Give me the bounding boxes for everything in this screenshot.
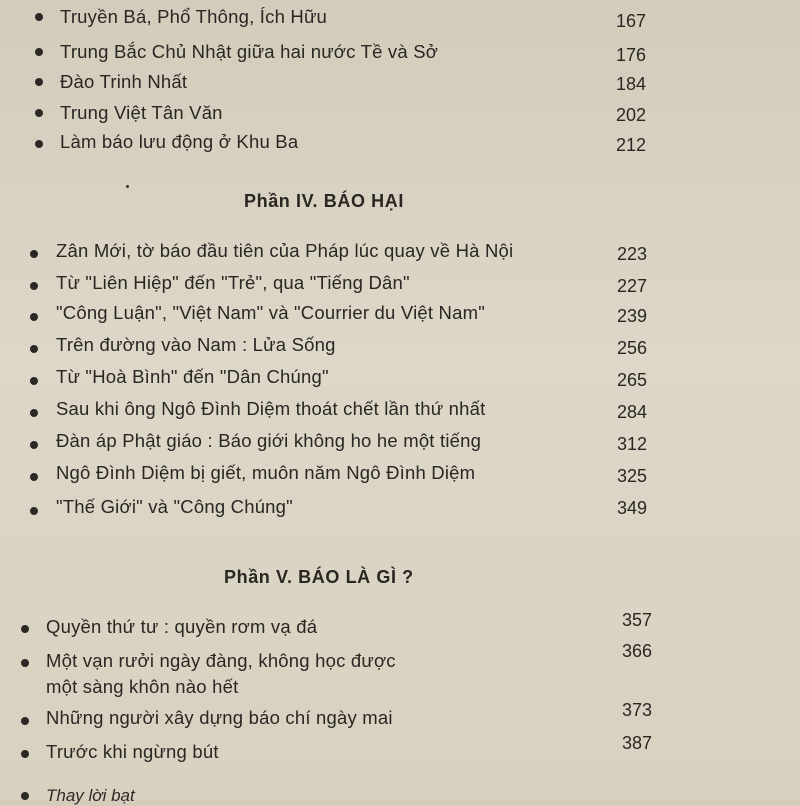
toc-entry <box>0 430 800 460</box>
toc-entry <box>0 240 800 270</box>
toc-entry <box>0 68 800 98</box>
bullet-icon <box>21 792 29 800</box>
toc-entry <box>0 610 800 644</box>
toc-entry <box>0 4 800 34</box>
entry-page: 184 <box>616 74 647 94</box>
entry-page: 373 <box>622 700 653 720</box>
entry-page: 212 <box>616 135 647 155</box>
entry-page: 366 <box>622 641 653 661</box>
toc-entry <box>0 38 800 68</box>
bullet-icon <box>30 250 38 258</box>
bullet-icon <box>21 750 29 758</box>
entry-title: Zân Mới, tờ báo đầu tiên của Pháp lúc quay về Hà Nội <box>56 240 514 261</box>
toc-entry <box>0 366 800 396</box>
entry-title: Trên đường vào Nam : Lửa Sống <box>56 334 336 355</box>
entry-title: Trung Việt Tân Văn <box>60 102 223 123</box>
entry-title: Quyền thứ tư : quyền rơm vạ đá <box>46 616 318 637</box>
bullet-icon <box>30 282 38 290</box>
bullet-icon <box>30 377 38 385</box>
bullet-icon <box>21 659 29 667</box>
entry-page: 265 <box>617 370 648 390</box>
toc-entry <box>0 733 800 771</box>
bullet-icon <box>30 441 38 449</box>
section-heading-part-5: Phần V. BÁO LÀ GÌ ? <box>224 567 414 587</box>
entry-page: 325 <box>617 466 648 486</box>
toc-entry <box>0 496 800 526</box>
entry-title: Một vạn rưởi ngày đàng, không học được <box>46 650 396 671</box>
toc-entry <box>0 462 800 492</box>
entry-page: 223 <box>617 244 648 264</box>
entry-page: 256 <box>617 338 648 358</box>
entry-page: 284 <box>617 402 648 422</box>
bullet-icon <box>30 345 38 353</box>
entry-title: Sau khi ông Ngô Đình Diệm thoát chết lần thứ nhất <box>56 398 486 419</box>
entry-page: 349 <box>617 498 648 518</box>
entry-page: 167 <box>616 11 647 31</box>
entry-title: "Thế Giới" và "Công Chúng" <box>56 496 293 517</box>
bullet-icon <box>35 48 43 56</box>
entry-title: Những người xây dựng báo chí ngày mai <box>46 707 393 728</box>
toc-entry <box>0 302 800 332</box>
bullet-icon <box>30 507 38 515</box>
bullet-icon <box>35 109 43 117</box>
entry-page: 312 <box>617 434 648 454</box>
section-heading-part-4: Phần IV. BÁO HẠI <box>244 191 404 211</box>
entry-title: Từ "Hoà Bình" đến "Dân Chúng" <box>56 366 329 387</box>
bullet-icon <box>21 625 29 633</box>
entry-title: Từ "Liên Hiệp" đến "Trẻ", qua "Tiếng Dân" <box>56 272 410 293</box>
entry-title: Trước khi ngừng bút <box>46 741 219 762</box>
toc-entry <box>0 700 800 737</box>
toc-entry <box>0 272 800 302</box>
bullet-icon <box>30 313 38 321</box>
entry-title: Thay lời bạt <box>46 786 135 805</box>
entry-page: 176 <box>616 45 647 65</box>
entry-title-continued: một sàng khôn nào hết <box>46 676 239 697</box>
bullet-icon <box>35 140 43 148</box>
speck <box>126 185 129 188</box>
bullet-icon <box>30 409 38 417</box>
entry-title: "Công Luận", "Việt Nam" và "Courrier du Việt Nam" <box>56 302 485 323</box>
entry-title: Đào Trinh Nhất <box>60 71 188 92</box>
toc-entry <box>0 334 800 364</box>
entry-page: 202 <box>616 105 647 125</box>
toc-entry <box>0 128 800 158</box>
entry-title: Trung Bắc Chủ Nhật giữa hai nước Tề và Sở <box>60 41 439 62</box>
entry-page: 387 <box>622 733 653 753</box>
entry-page: 239 <box>617 306 648 326</box>
bullet-icon <box>21 717 29 725</box>
entry-title: Truyền Bá, Phổ Thông, Ích Hữu <box>60 6 328 27</box>
entry-title: Đàn áp Phật giáo : Báo giới không ho he một tiếng <box>56 430 482 451</box>
toc-entry <box>0 398 800 428</box>
entry-title: Làm báo lưu động ở Khu Ba <box>60 131 299 152</box>
bullet-icon <box>35 78 43 86</box>
entry-title: Ngô Đình Diệm bị giết, muôn năm Ngô Đình Diệm <box>56 462 476 483</box>
toc-entry <box>0 641 800 698</box>
bullet-icon <box>35 13 43 21</box>
entry-page: 357 <box>622 610 653 630</box>
toc-entry <box>0 98 800 128</box>
entry-page: 227 <box>617 276 648 296</box>
bullet-icon <box>30 473 38 481</box>
